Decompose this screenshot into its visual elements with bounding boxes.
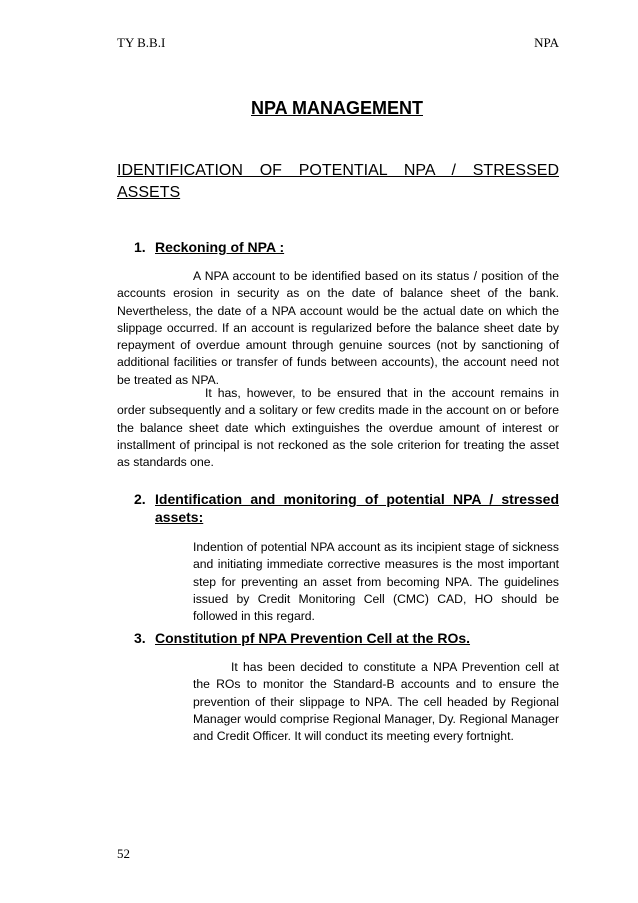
section-2-number: 2. [134, 491, 146, 507]
section-3-paragraph-1: It has been decided to constitute a NPA Prevention cell at the ROs to monitor the Standard-B accounts and to ensure the prevention of their slippage to NPA. The cell headed by Regional Manager would comprise Regional Manager, Dy. Regional Manager and Credit Officer. It will conduct its meeting every fortnight. [193, 660, 559, 744]
section-3-number: 3. [134, 630, 146, 646]
running-header-right: NPA [534, 35, 559, 50]
section-1-number: 1. [134, 239, 146, 255]
page-title: NPA MANAGEMENT [251, 98, 423, 118]
section-2-paragraph-1: Indention of potential NPA account as its incipient stage of sickness and initiating immediate corrective measures is the most important step for preventing an asset from becoming NPA. The guidelines issued by Credit Monitoring Cell (CMC) CAD, HO should be followed in this regard. [193, 540, 559, 624]
section-heading: IDENTIFICATION OF POTENTIAL NPA / STRESSED ASSETS [117, 162, 559, 201]
section-1-paragraph-1: A NPA account to be identified based on its status / position of the accounts erosion in security as on the date of balance sheet of the bank. Nevertheless, the date of a NPA account would be the actual date on which the slippage occurred. If an account is regularized before the balance sheet date by repayment of overdue amount through genuine sources (not by sanctioning of additional facilities or transfer of funds between accounts), the account need not be treated as NPA. [117, 269, 559, 387]
page-number: 52 [117, 846, 130, 861]
running-header-left: TY B.B.I [117, 35, 166, 50]
section-1-title: Reckoning of NPA : [155, 239, 285, 255]
section-1-paragraph-2: It has, however, to be ensured that in the account remains in order subsequently and a solitary or few credits made in the account on or before the balance sheet date which extinguishes the overdue amount of interest or installment of principal is not reckoned as the sole criterion for treating the asset as standards one. [117, 386, 559, 470]
section-3-title: Constitution pf NPA Prevention Cell at the ROs. [155, 630, 471, 646]
section-2-title: Identification and monitoring of potential NPA / stressed assets: [155, 491, 559, 525]
